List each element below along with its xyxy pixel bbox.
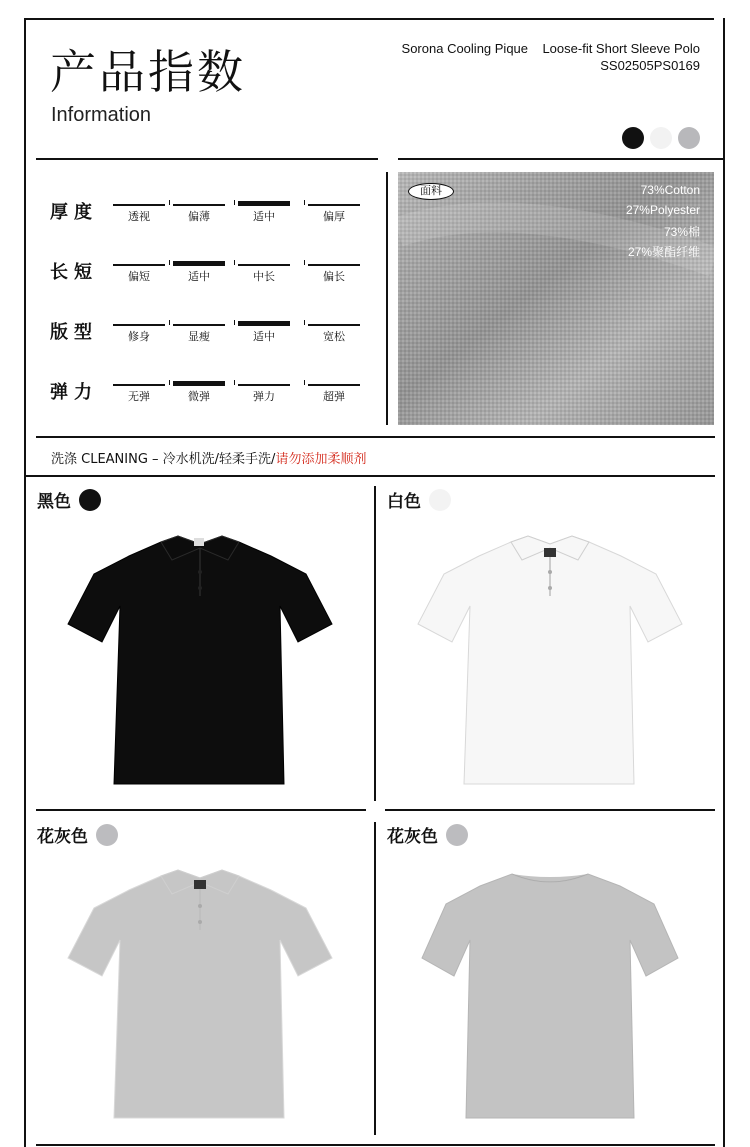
index-tick xyxy=(169,200,170,205)
index-bar xyxy=(308,264,360,266)
index-label: 版型 xyxy=(50,322,98,343)
color-label-gray-crew: 花灰色 xyxy=(387,822,468,847)
index-bar xyxy=(113,204,165,206)
index-bar xyxy=(308,384,360,386)
index-tick xyxy=(304,380,305,385)
index-option: 无弹 xyxy=(128,390,150,403)
polo-shirt-black-image xyxy=(66,534,334,790)
polo-shape xyxy=(418,536,682,784)
index-option: 超弹 xyxy=(323,390,345,403)
swatch-white[interactable] xyxy=(650,127,672,149)
index-divider xyxy=(386,172,388,425)
color-dot-gray-2 xyxy=(446,824,468,846)
color-dot-gray-1 xyxy=(96,824,118,846)
index-tick xyxy=(304,320,305,325)
color-grid-horizontal-left xyxy=(36,809,366,811)
page-title: 产品指数 xyxy=(50,45,246,99)
top-border xyxy=(24,18,714,20)
index-option: 偏长 xyxy=(323,270,345,283)
index-tick xyxy=(169,380,170,385)
left-border xyxy=(24,18,26,1147)
right-border xyxy=(723,18,725,1147)
swatch-black[interactable] xyxy=(622,127,644,149)
index-bar xyxy=(238,384,290,386)
index-bar xyxy=(113,264,165,266)
product-code: SS02505PS0169 xyxy=(600,58,700,73)
color-label-black: 黑色 xyxy=(37,487,101,512)
header-divider-right xyxy=(398,158,723,160)
index-option: 中长 xyxy=(253,270,275,283)
index-label: 厚度 xyxy=(50,202,98,223)
index-bar-selected xyxy=(173,261,225,266)
index-tick xyxy=(169,260,170,265)
index-option: 适中 xyxy=(253,330,275,343)
cleaning-text: 洗涤 CLEANING – 冷水机洗/轻柔手洗/ xyxy=(51,452,276,467)
index-bar-selected xyxy=(173,381,225,386)
polo-shirt-white-image xyxy=(416,534,684,790)
index-bar xyxy=(113,324,165,326)
index-bar-selected xyxy=(238,201,290,206)
color-dot-black xyxy=(79,489,101,511)
index-option: 偏厚 xyxy=(323,210,345,223)
index-bar xyxy=(173,324,225,326)
composition-1: 73%Cotton xyxy=(640,183,700,197)
index-tick xyxy=(234,200,235,205)
index-bar xyxy=(238,264,290,266)
index-tick xyxy=(234,320,235,325)
index-tick xyxy=(304,260,305,265)
index-option: 适中 xyxy=(253,210,275,223)
polo-shirt-gray-image xyxy=(66,868,334,1124)
crew-tee-gray-image xyxy=(420,868,680,1124)
color-grid-horizontal-right xyxy=(385,809,715,811)
fabric-tag: 面料 xyxy=(408,183,454,200)
bottom-border xyxy=(36,1144,715,1146)
color-dot-white xyxy=(429,489,451,511)
index-bar xyxy=(113,384,165,386)
index-option: 显瘦 xyxy=(188,330,210,343)
index-bar xyxy=(308,324,360,326)
index-label: 长短 xyxy=(50,262,98,283)
cleaning-bottom-line xyxy=(24,475,715,477)
swatch-gray[interactable] xyxy=(678,127,700,149)
fabric-swatch xyxy=(398,172,714,425)
index-option: 宽松 xyxy=(323,330,345,343)
index-option: 透视 xyxy=(128,210,150,223)
color-grid-vertical-2 xyxy=(374,822,376,1135)
composition-4: 27%聚酯纤维 xyxy=(627,245,700,259)
color-grid-vertical xyxy=(374,486,376,801)
cleaning-warning: 请勿添加柔顺剂 xyxy=(275,452,367,467)
cleaning-instructions xyxy=(51,448,366,467)
index-bar xyxy=(308,204,360,206)
polo-shape xyxy=(68,870,332,1118)
index-tick xyxy=(169,320,170,325)
index-option: 偏短 xyxy=(128,270,150,283)
cleaning-top-line xyxy=(36,436,715,438)
index-bar-selected xyxy=(238,321,290,326)
index-option: 弹力 xyxy=(253,390,275,403)
index-tick xyxy=(234,380,235,385)
page-subtitle: Information xyxy=(51,104,152,126)
index-option: 微弹 xyxy=(188,390,210,403)
index-option: 修身 xyxy=(128,330,150,343)
product-name: Sorona Cooling Pique Loose-fit Short Sleeve Polo xyxy=(401,41,700,56)
index-tick xyxy=(234,260,235,265)
index-tick xyxy=(304,200,305,205)
composition-2: 27%Polyester xyxy=(625,203,700,217)
polo-shape xyxy=(68,536,332,784)
composition-3: 73%棉 xyxy=(663,225,700,239)
index-label: 弹力 xyxy=(50,382,98,403)
index-bar xyxy=(173,204,225,206)
header-divider-left xyxy=(36,158,378,160)
tee-shape xyxy=(422,874,678,1118)
color-label-gray-polo: 花灰色 xyxy=(37,822,118,847)
index-option: 偏薄 xyxy=(188,210,210,223)
color-label-white: 白色 xyxy=(387,487,451,512)
index-option: 适中 xyxy=(188,270,210,283)
